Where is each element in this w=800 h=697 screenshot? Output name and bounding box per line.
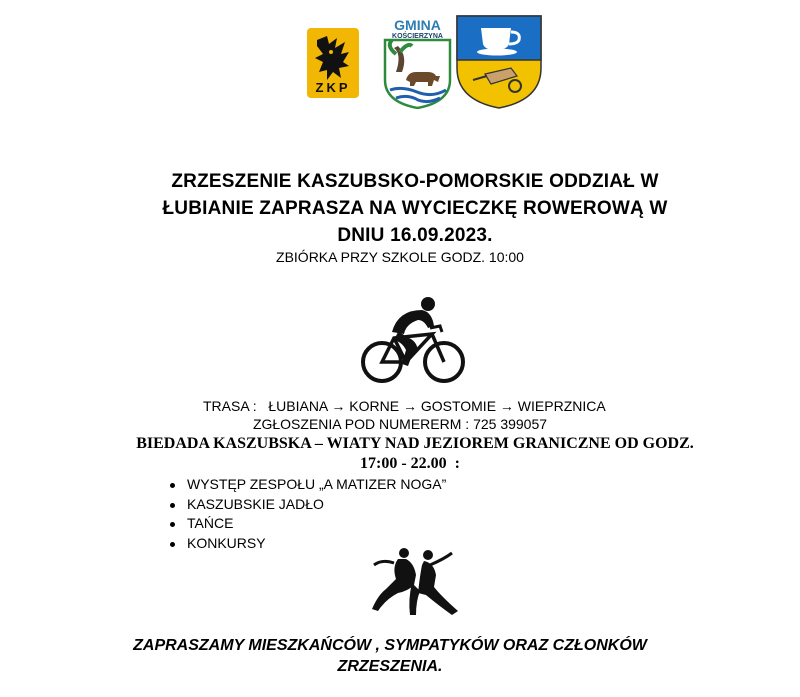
closing-line-2: ZRZESZENIA. xyxy=(337,658,443,675)
list-item: KONKURSY xyxy=(168,534,446,554)
list-item: KASZUBSKIE JADŁO xyxy=(168,495,446,515)
closing-line-1: ZAPRASZAMY MIESZKAŃCÓW , SYMPATYKÓW ORAZ CZŁONKÓW xyxy=(133,637,647,654)
zkp-logo xyxy=(307,28,359,98)
registration-phone: ZGŁOSZENIA POD NUMERERM : 725 399057 xyxy=(252,416,548,432)
gmina-koscierzyna-crest xyxy=(382,14,453,109)
heading-line-2: ŁUBIANIE ZAPRASZA NA WYCIECZKĘ ROWEROWĄ W xyxy=(162,198,668,219)
route-info: TRASA : ŁUBIANA → KORNE → GOSTOMIE → WIEPRZNICA xyxy=(203,398,606,414)
list-item: WYSTĘP ZESPOŁU „A MATIZER NOGA” xyxy=(168,475,446,495)
heading-line-1: ZRZESZENIE KASZUBSKO-POMORSKIE ODDZIAŁ W xyxy=(171,171,659,192)
dancers-icon xyxy=(368,545,464,619)
event-heading xyxy=(110,168,720,249)
list-item: TAŃCE xyxy=(168,514,446,534)
heading-line-3: DNIU 16.09.2023. xyxy=(337,225,493,246)
gmina-subtitle: KOŚCIERZYNA xyxy=(392,33,443,40)
biedada-hours: 17:00 - 22.00 : xyxy=(360,455,460,472)
closing-invitation xyxy=(0,635,780,677)
cyclist-icon xyxy=(358,292,470,390)
biedada-info: BIEDADA KASZUBSKA – WIATY NAD JEZIOREM GRANICZNE OD GODZ. xyxy=(136,435,694,452)
coffee-cup-icon xyxy=(455,14,543,110)
coffee-crest xyxy=(455,14,543,110)
gmina-title: GMINA xyxy=(394,17,441,33)
program-list xyxy=(168,475,446,553)
zkp-text: ZKP xyxy=(315,80,351,95)
meeting-info: ZBIÓRKA PRZY SZKOLE GODZ. 10:00 xyxy=(276,249,524,265)
